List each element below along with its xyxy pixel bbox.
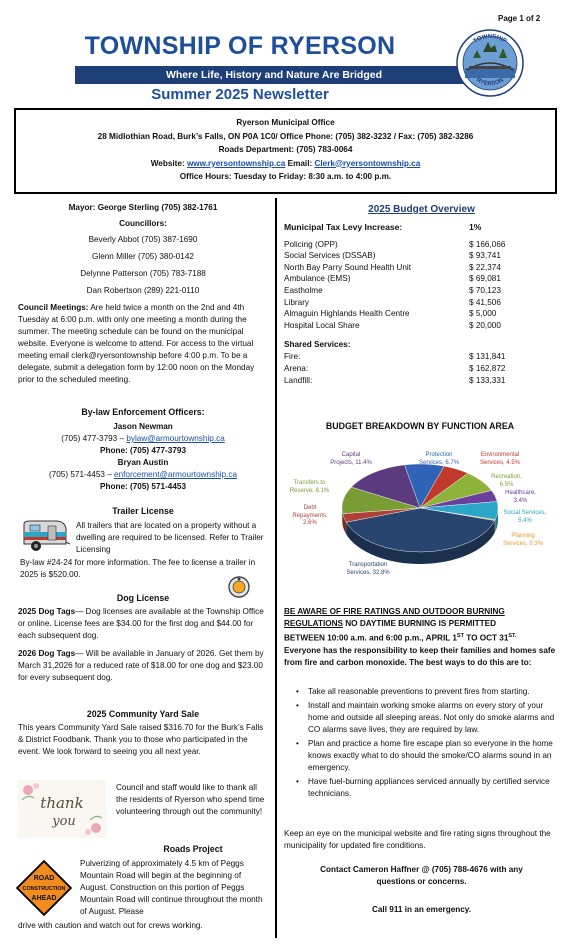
- fire-intro: Everyone has the responsibility to keep their families and homes safe from fire and carbon monoxide. The best ways to do this are to:: [284, 645, 556, 667]
- budget-item-label: Hospital Local Share: [284, 320, 360, 330]
- newsletter-subtitle: Summer 2025 Newsletter: [151, 86, 329, 103]
- fire-sup: ST: [456, 633, 464, 639]
- budget-item-value: $ 69,081: [469, 274, 501, 284]
- budget-item-label: North Bay Parry Sound Health Unit: [284, 262, 411, 272]
- office-hours: Office Hours: Tuesday to Friday: 8:30 a.m. to 4:00 p.m.: [179, 172, 392, 181]
- fire-sup: ST.: [508, 633, 517, 639]
- shared-item-value: $ 162,872: [469, 363, 506, 373]
- shared-services-heading: Shared Services:: [284, 340, 351, 350]
- council-meetings-paragraph: [18, 302, 268, 386]
- dog-2026-paragraph: [18, 648, 268, 684]
- budget-item-label: Eastholme: [284, 285, 323, 295]
- budget-item-value: $ 20,000: [469, 320, 501, 330]
- shared-row: [284, 375, 559, 387]
- sign-line: CONSTRUCTION: [22, 886, 66, 892]
- mayor-line: Mayor: George Sterling (705) 382-1761: [68, 203, 218, 212]
- officer-contact: [18, 469, 268, 481]
- logo-bottom-text: RYERSON: [475, 77, 505, 88]
- roads-heading: Roads Project: [163, 844, 223, 854]
- budget-row: [284, 285, 559, 297]
- officer-name: Bryan Austin: [117, 458, 169, 467]
- dog-2026-label: 2026 Dog Tags: [18, 649, 76, 658]
- newsletter-title: TOWNSHIP OF RYERSON: [84, 32, 396, 60]
- label-social: Social Services, 5.4%: [503, 510, 547, 524]
- fire-keep-eye: Keep an eye on the municipal website and fire rating signs throughout the municipality for updated fire conditions.: [284, 829, 551, 850]
- sign-line: ROAD: [33, 875, 55, 882]
- column-divider: [275, 198, 277, 938]
- budget-item-label: Social Services (DSSAB): [284, 251, 376, 261]
- officer-contact: [18, 433, 268, 445]
- levy-label: Municipal Tax Levy Increase:: [284, 222, 403, 232]
- trailer-text-a: All trailers that are located on a property without a dwelling are required to be licensed. Refer to Trailer Licensing: [76, 521, 264, 554]
- roads-text-b: drive with caution and watch out for crews working.: [18, 921, 203, 930]
- yard-sale-text: This years Community Yard Sale raised $316.70 for the Burk’s Falls & District Foodbank. Thank you to those who participated in the event. We look forward to seeing you all next year.: [18, 723, 264, 756]
- thank-you-card-line1: thank: [40, 794, 84, 812]
- thank-you-card-image: [18, 780, 106, 838]
- budget-row: [284, 320, 559, 332]
- fire-heading-line2: [284, 618, 559, 630]
- fire-contact: Contact Cameron Haffner @ (705) 788-4676 with any questions or concerns.: [320, 865, 523, 886]
- fire-bullet: • Plan and practice a home fire escape plan so everyone in the home knows exactly what to do should the smoke/CO alarms sound in an emergency.: [296, 738, 559, 774]
- budget-item-label: Library: [284, 297, 310, 307]
- contact-line: [16, 157, 555, 171]
- budget-row: [284, 250, 559, 262]
- fire-heading-line1: BE AWARE OF FIRE RATINGS AND OUTDOOR BURNING: [284, 607, 505, 616]
- fire-dates: [284, 630, 559, 645]
- logo-top-text: TOWNSHIP: [472, 34, 508, 45]
- fire-no-burn: NO DAYTIME BURNING IS PERMITTED: [342, 619, 496, 628]
- sign-line: AHEAD: [31, 895, 57, 902]
- councillor: Beverly Abbot (705) 387-1690: [88, 235, 198, 244]
- dog-section: [18, 592, 268, 684]
- label-healthcare: Healthcare, 3.4%: [505, 490, 536, 504]
- budget-row: [284, 273, 559, 285]
- budget-row: [284, 297, 559, 309]
- trailer-icon: [20, 520, 70, 554]
- fire-bullet: • Have fuel-burning appliances serviced annually by certified service technicians.: [296, 776, 559, 800]
- shared-item-label: Landfill:: [284, 375, 313, 385]
- councillor: Glenn Miller (705) 380-0142: [92, 252, 194, 261]
- shared-row: [284, 351, 559, 363]
- dog-2025-paragraph: [18, 606, 268, 642]
- officer-email-link[interactable]: enforcement@armourtownship.ca: [114, 470, 238, 479]
- bylaw-heading: By-law Enforcement Officers:: [81, 407, 205, 417]
- meetings-label: Council Meetings:: [18, 303, 89, 312]
- budget-row: [284, 262, 559, 274]
- fire-heading: [284, 606, 559, 669]
- office-address: 28 Midlothian Road, Burk’s Falls, ON P0A 1C0/ Office Phone: (705) 382-3232 / Fax: (705) 382-3286: [97, 131, 474, 141]
- email-label: Email:: [285, 158, 315, 168]
- fire-regulations: REGULATIONS: [284, 619, 343, 628]
- budget-row: [284, 308, 559, 320]
- label-capital: Capital Projects, 11.4%: [330, 452, 372, 466]
- meetings-text: Are held twice a month on the 2nd and 4th Tuesday at 6:00 p.m. with only one meeting a month during the summer. The meeting schedule can be found on the municipal website. Everyone is welcome to attend. For access to the virtual meeting email clerk@ryersontownship before 4:00 p.m. To be a delegate, submit a delegation form by 12:00 noon on the Monday prior to the scheduled meeting.: [18, 303, 255, 384]
- budget-title: 2025 Budget Overview: [368, 204, 475, 215]
- dog-heading: Dog License: [116, 593, 170, 603]
- roads-department: Roads Department: (705) 783-0064: [218, 145, 353, 154]
- roads-text-a: Pulverizing of approximately 4.5 km of Peggs Mountain Road will begin at the beginning of August. Construction on this portion of Peggs Mountain Road will continue throughout the month of August. Please: [80, 859, 263, 916]
- label-protection: Protection Services, 6.7%: [418, 452, 460, 466]
- office-info-box: [14, 108, 557, 194]
- levy-value: 1%: [469, 222, 482, 232]
- fire-between: BETWEEN 10:00 a.m. and 6:00 p.m., APRIL 1: [284, 633, 457, 643]
- thank-you-text: Council and staff would like to thank all the residents of Ryerson who spend time volunteering through out the community!: [116, 783, 265, 816]
- budget-item-value: $ 22,374: [469, 262, 501, 272]
- budget-item-label: Ambulance (EMS): [284, 274, 351, 284]
- councillors-heading: Councillors:: [119, 219, 167, 228]
- fire-bullets: [284, 686, 559, 802]
- budget-row: [284, 239, 559, 251]
- township-logo: [455, 28, 525, 98]
- website-link[interactable]: www.ryersontownship.ca: [186, 158, 286, 168]
- budget-item-value: $ 93,741: [469, 251, 501, 261]
- budget-item-label: Policing (OPP): [284, 239, 338, 249]
- dog-2026-text: — Will be available in January of 2026. Get them by March 31,2026 for a reduced rate of $18.00 for one dog and $23.00 for every subsequent dog.: [18, 649, 264, 682]
- shared-item-value: $ 131,841: [469, 352, 506, 362]
- shared-item-value: $ 133,331: [469, 375, 506, 385]
- bylaw-section: [18, 406, 268, 493]
- label-transportation: Transportation Services, 32.8%: [346, 562, 390, 576]
- trailer-heading: Trailer License: [112, 506, 174, 516]
- officer-phone-prefix: (705) 477-3793 –: [61, 434, 127, 443]
- trailer-text-b: By-law #24-24 for more information. The fee to license a trailer in 2025 is $520.00.: [20, 558, 256, 579]
- officer-email-link[interactable]: bylaw@armourtownship.ca: [126, 434, 225, 443]
- dog-2025-label: 2025 Dog Tags: [18, 607, 76, 616]
- tax-levy-row: [284, 222, 559, 234]
- shared-item-label: Arena:: [284, 363, 309, 373]
- councillor: Dan Robertson (289) 221-0110: [86, 286, 200, 295]
- chart-title: BUDGET BREAKDOWN BY FUNCTION AREA: [325, 421, 515, 431]
- yard-sale-heading: 2025 Community Yard Sale: [86, 709, 200, 719]
- budget-item-value: $ 41,506: [469, 297, 501, 307]
- officer-phone: Phone: (705) 571-4453: [99, 482, 186, 491]
- budget-item-label: Almaguin Highlands Health Centre: [284, 309, 410, 319]
- tagline-banner: Where Life, History and Nature Are Bridged: [75, 66, 473, 84]
- road-construction-sign: [14, 858, 74, 918]
- budget-item-value: $ 5,000: [469, 309, 497, 319]
- budget-table: [284, 222, 559, 386]
- page-number: Page 1 of 2: [498, 14, 541, 23]
- councillor: Delynne Patterson (705) 783-7188: [80, 269, 206, 278]
- shared-row: [284, 363, 559, 375]
- label-recreation: Recreation, 6.5%: [491, 474, 522, 488]
- dog-2025-text: — Dog licenses are available at the Township Office or online. License fees are $34.00 for the first dog and $44.00 for each subsequent dog.: [18, 607, 264, 640]
- officer-phone-prefix: (705) 571-4453 –: [48, 470, 115, 479]
- officer-phone: Phone: (705) 477-3793: [99, 446, 186, 455]
- council-section: [18, 202, 268, 386]
- emergency-line: Call 911 in an emergency.: [371, 905, 472, 914]
- office-name: Ryerson Municipal Office: [236, 118, 335, 127]
- fire-bullet: • Install and maintain working smoke alarms on every story of your home and outside all sleeping areas. Not only do smoke alarms and CO alarms save lives, they are required by law.: [296, 700, 559, 736]
- yard-sale-section: [18, 708, 268, 758]
- shared-item-label: Fire:: [284, 352, 301, 362]
- website-label: Website:: [150, 158, 187, 168]
- email-link[interactable]: Clerk@ryersontownship.ca: [314, 158, 421, 168]
- budget-item-value: $ 166,066: [469, 239, 506, 249]
- fire-bullet: • Take all reasonable preventions to prevent fires from starting.: [296, 686, 559, 698]
- label-transfers: Transfers to Reserve, 8.1%: [289, 480, 330, 494]
- officer-name: Jason Newman: [113, 422, 173, 431]
- label-debt: Debt Repayments, 2.6%: [292, 505, 328, 526]
- thank-you-card-line2: you: [52, 814, 76, 829]
- budget-item-value: $ 70,123: [469, 285, 501, 295]
- fire-to-oct: TO OCT 31: [463, 633, 509, 643]
- label-planning: Planning Services, 0.3%: [502, 533, 544, 547]
- label-environmental: Environmental Services, 4.5%: [479, 452, 521, 466]
